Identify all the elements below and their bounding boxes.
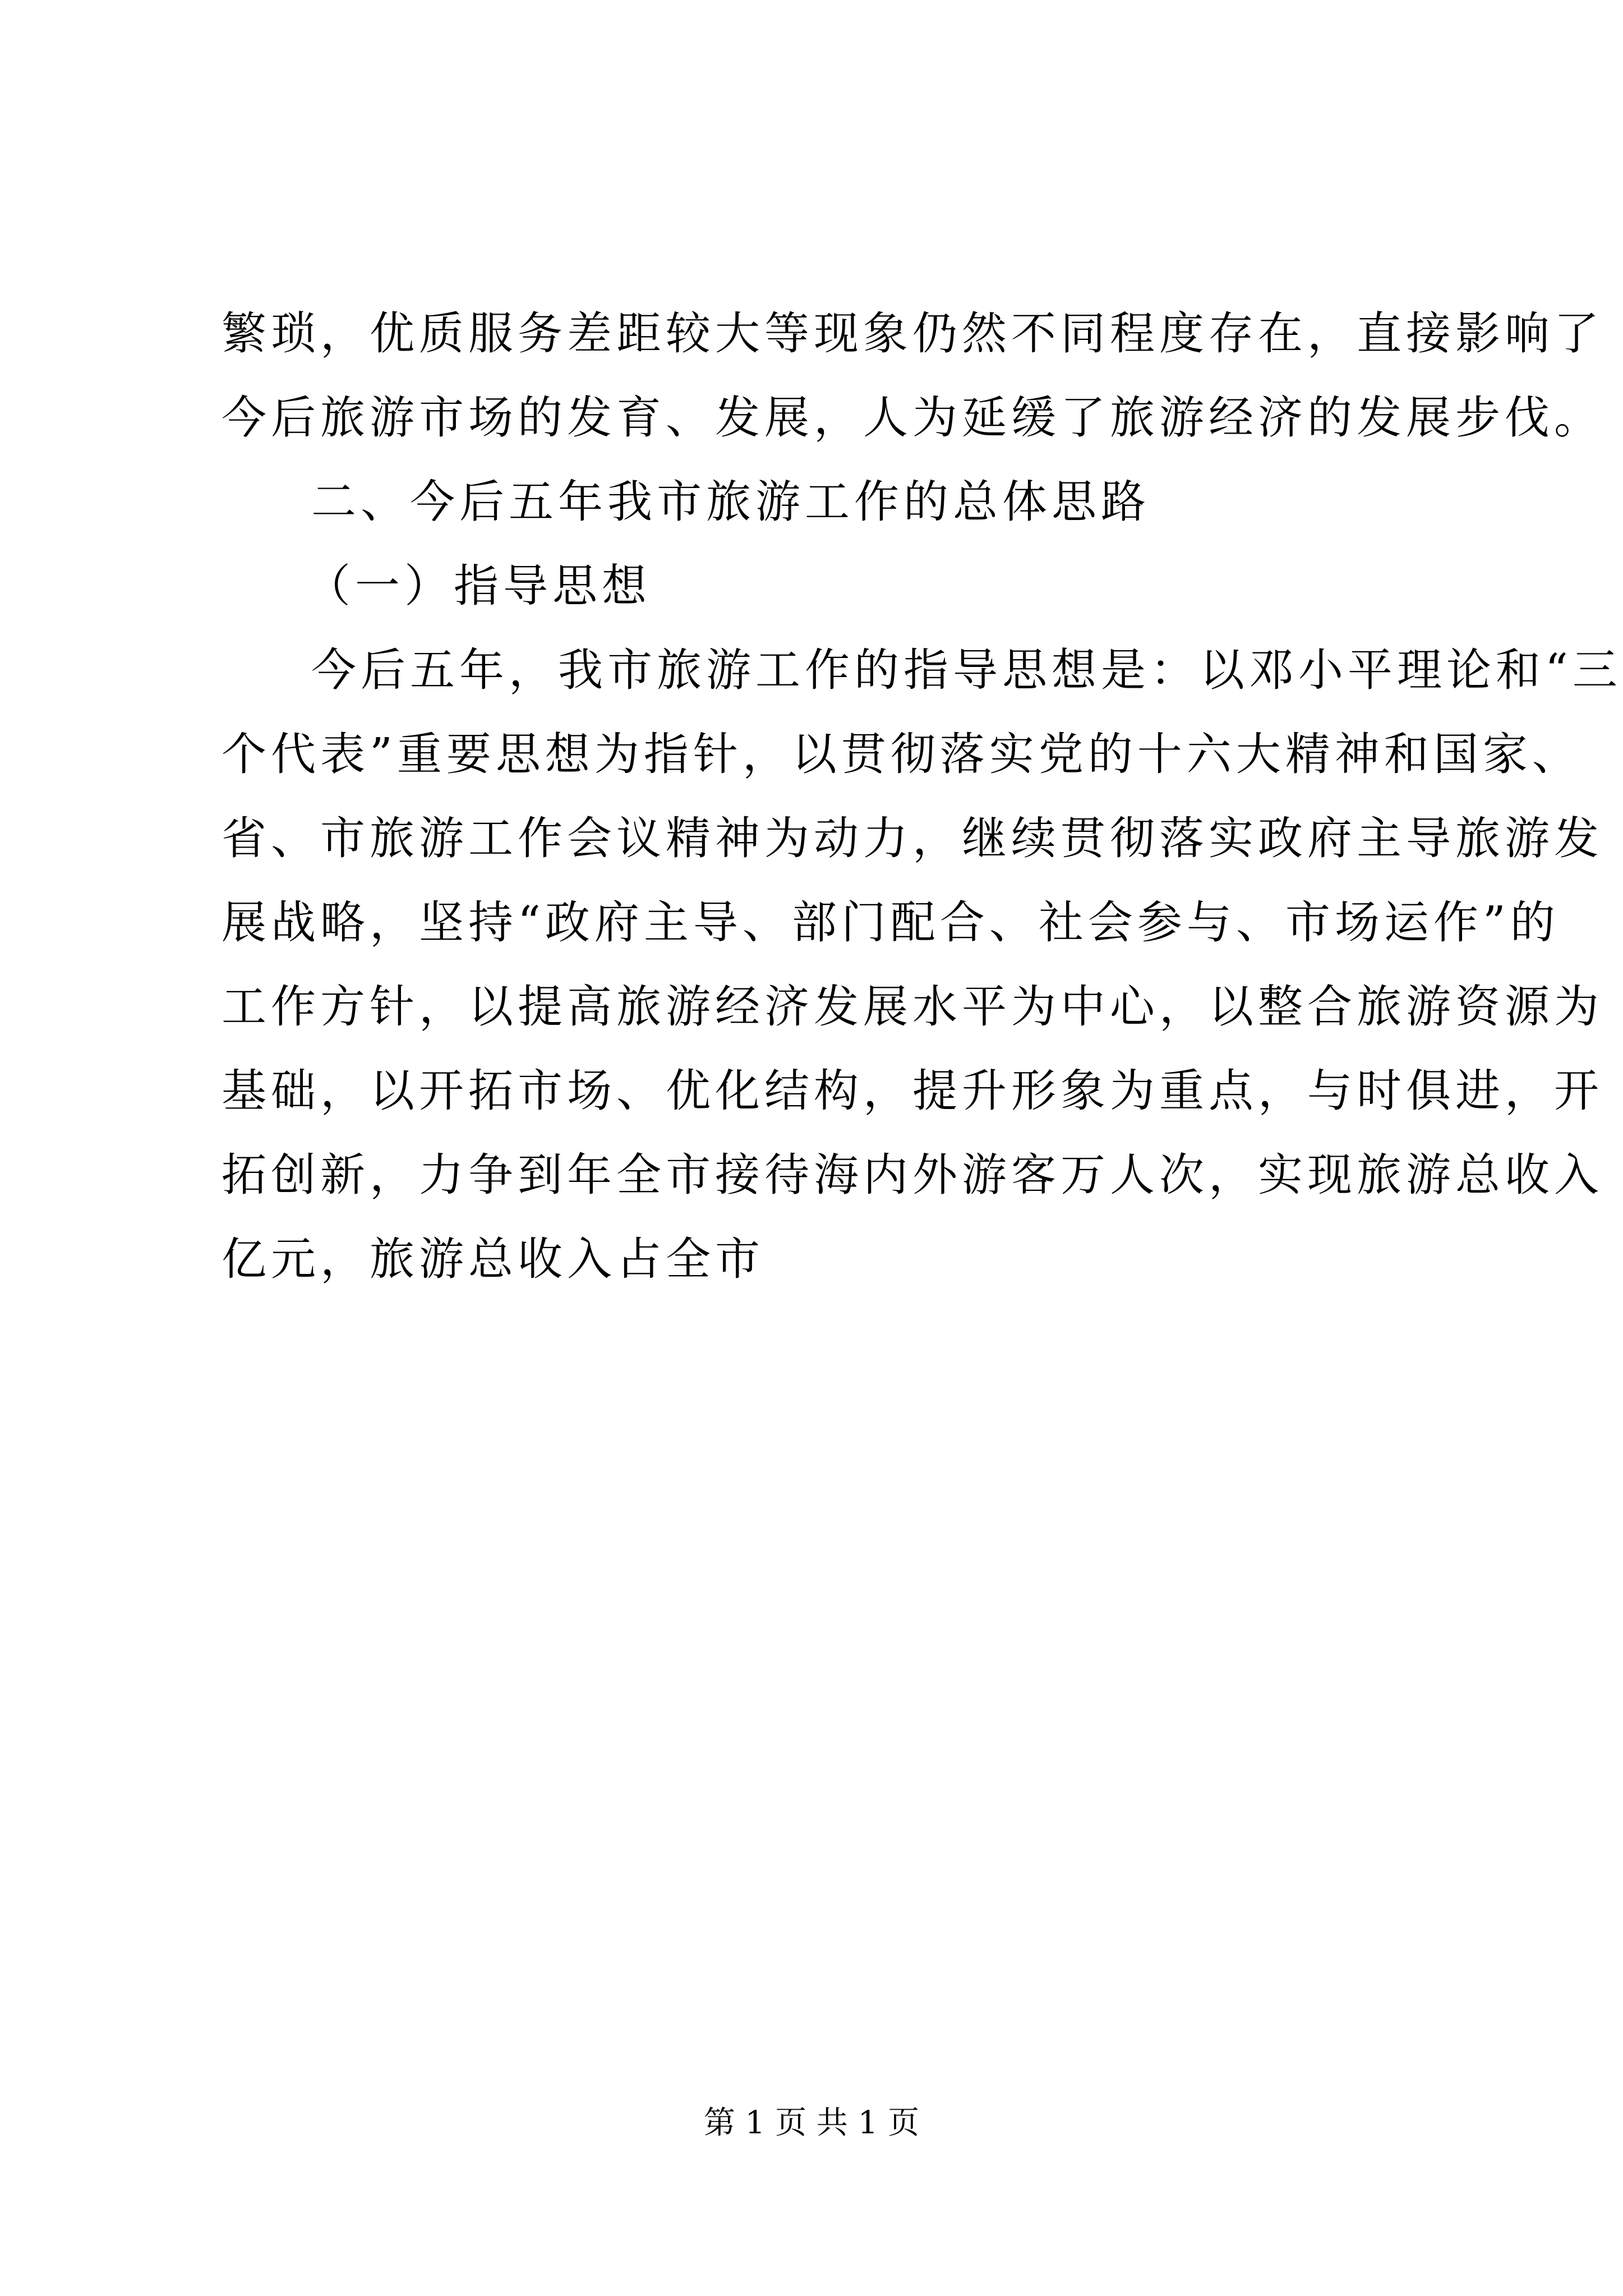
body-line-2: 今后旅游市场的发育、发展，人为延缓了旅游经济的发展步伐。 xyxy=(222,392,1603,444)
subsection-heading: （一）指导思想 xyxy=(306,560,651,612)
document-body xyxy=(222,292,1622,1301)
body-line-9: 工作方针，以提高旅游经济发展水平为中心，以整合旅游资源为 xyxy=(222,981,1603,1033)
body-line-7: 省、市旅游工作会议精神为动力，继续贯彻落实政府主导旅游发 xyxy=(222,812,1603,864)
body-line-10: 基础，以开拓市场、优化结构，提升形象为重点，与时俱进，开 xyxy=(222,1065,1603,1117)
page-number-label: 第 1 页 共 1 页 xyxy=(703,2105,920,2141)
body-line-8: 展战略，坚持“政府主导、部门配合、社会参与、市场运作”的 xyxy=(222,896,1560,949)
body-line-1: 繁琐，优质服务差距较大等现象仍然不同程度存在，直接影响了 xyxy=(222,307,1603,360)
body-line-5: 今后五年，我市旅游工作的指导思想是：以邓小平理论和“三 xyxy=(311,644,1622,696)
page-footer xyxy=(0,2101,1623,2146)
body-line-11: 拓创新，力争到年全市接待海内外游客万人次，实现旅游总收入 xyxy=(222,1149,1603,1201)
body-line-6: 个代表”重要思想为指针，以贯彻落实党的十六大精神和国家、 xyxy=(222,728,1581,780)
body-line-12: 亿元，旅游总收入占全市 xyxy=(222,1233,764,1285)
section-heading: 二、今后五年我市旅游工作的总体思路 xyxy=(311,476,1150,528)
